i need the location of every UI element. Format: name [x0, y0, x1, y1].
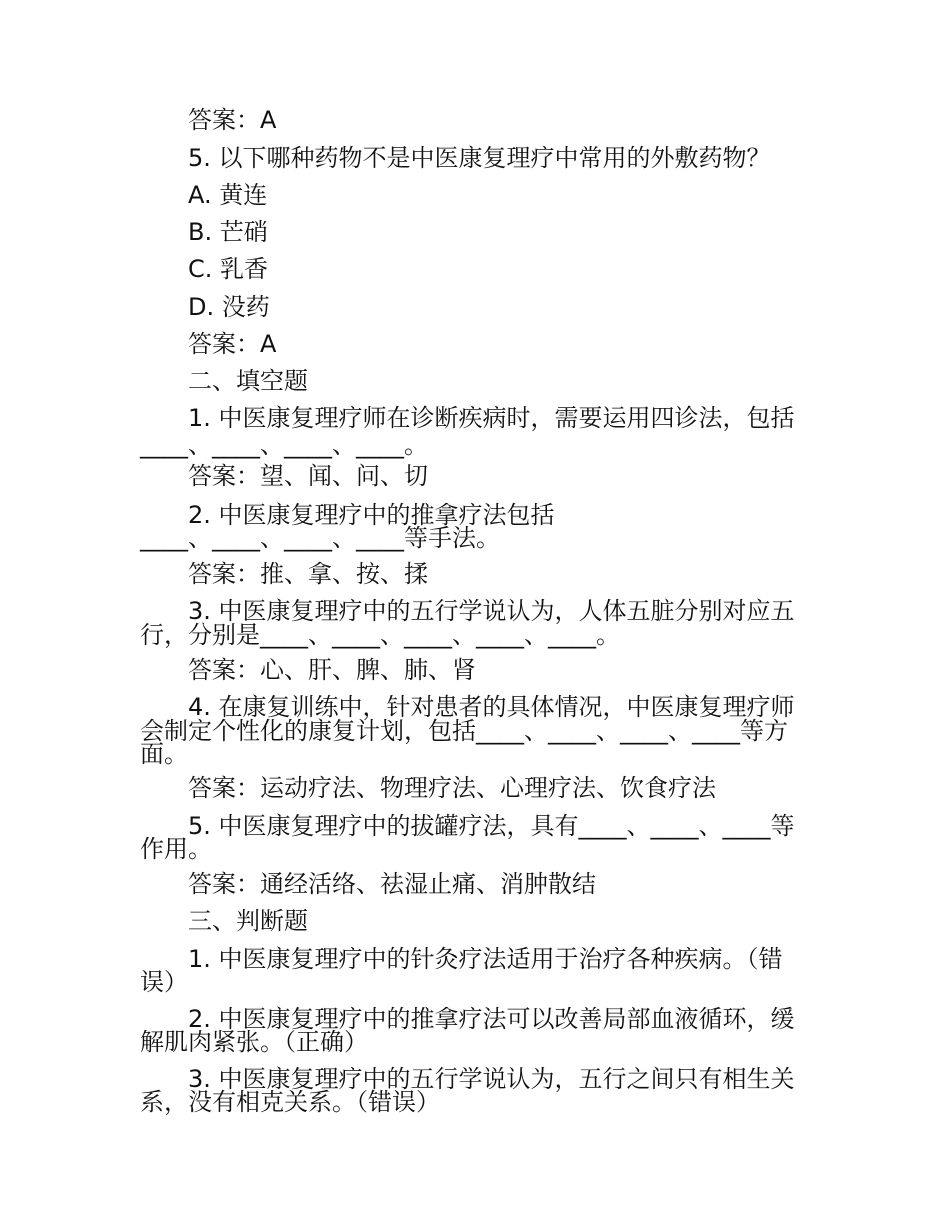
question-line-continued: 面。	[140, 740, 188, 768]
question-line: 3. 中医康复理疗中的五行学说认为，人体五脏分别对应五	[188, 597, 795, 625]
answer-line: 答案：推、拿、按、揉	[188, 560, 428, 588]
question-line: 5. 中医康复理疗中的拔罐疗法，具有____、____、____等	[188, 812, 795, 840]
option-line: B. 芒硝	[188, 218, 268, 246]
statement-line-continued: 系，没有相克关系。（错误）	[140, 1088, 440, 1116]
option-line: A. 黄连	[188, 181, 268, 209]
statement-line: 3. 中医康复理疗中的五行学说认为，五行之间只有相生关	[188, 1065, 795, 1093]
option-line: C. 乳香	[188, 255, 269, 283]
question-line: 5. 以下哪种药物不是中医康复理疗中常用的外敷药物？	[188, 144, 771, 172]
answer-line: 答案：A	[188, 330, 277, 358]
question-line: 4. 在康复训练中，针对患者的具体情况，中医康复理疗师	[188, 693, 795, 721]
statement-line-continued: 解肌肉紧张。（正确）	[140, 1028, 368, 1056]
question-line-continued: ____、____、____、____等手法。	[140, 524, 500, 552]
answer-line: 答案：A	[188, 106, 277, 134]
section-heading: 二、填空题	[188, 367, 308, 395]
question-line-continued: ____、____、____、____。	[140, 431, 428, 459]
answer-line: 答案：通经活络、祛湿止痛、消肿散结	[188, 870, 596, 898]
statement-line: 2. 中医康复理疗中的推拿疗法可以改善局部血液循环，缓	[188, 1005, 795, 1033]
question-line: 1. 中医康复理疗师在诊断疾病时，需要运用四诊法，包括	[188, 404, 795, 432]
question-line-continued: 作用。	[140, 835, 212, 863]
answer-line: 答案：望、闻、问、切	[188, 462, 428, 490]
option-line: D. 没药	[188, 293, 270, 321]
question-line-continued: 行，分别是____、____、____、____、____。	[140, 621, 620, 649]
answer-line: 答案：运动疗法、物理疗法、心理疗法、饮食疗法	[188, 774, 716, 802]
section-heading: 三、判断题	[188, 907, 308, 935]
question-line: 2. 中医康复理疗中的推拿疗法包括	[188, 501, 555, 529]
question-line-continued: 会制定个性化的康复计划，包括____、____、____、____等方	[140, 717, 788, 745]
answer-line: 答案：心、肝、脾、肺、肾	[188, 656, 476, 684]
statement-line-continued: 误）	[140, 968, 188, 996]
statement-line: 1. 中医康复理疗中的针灸疗法适用于治疗各种疾病。（错	[188, 945, 783, 973]
